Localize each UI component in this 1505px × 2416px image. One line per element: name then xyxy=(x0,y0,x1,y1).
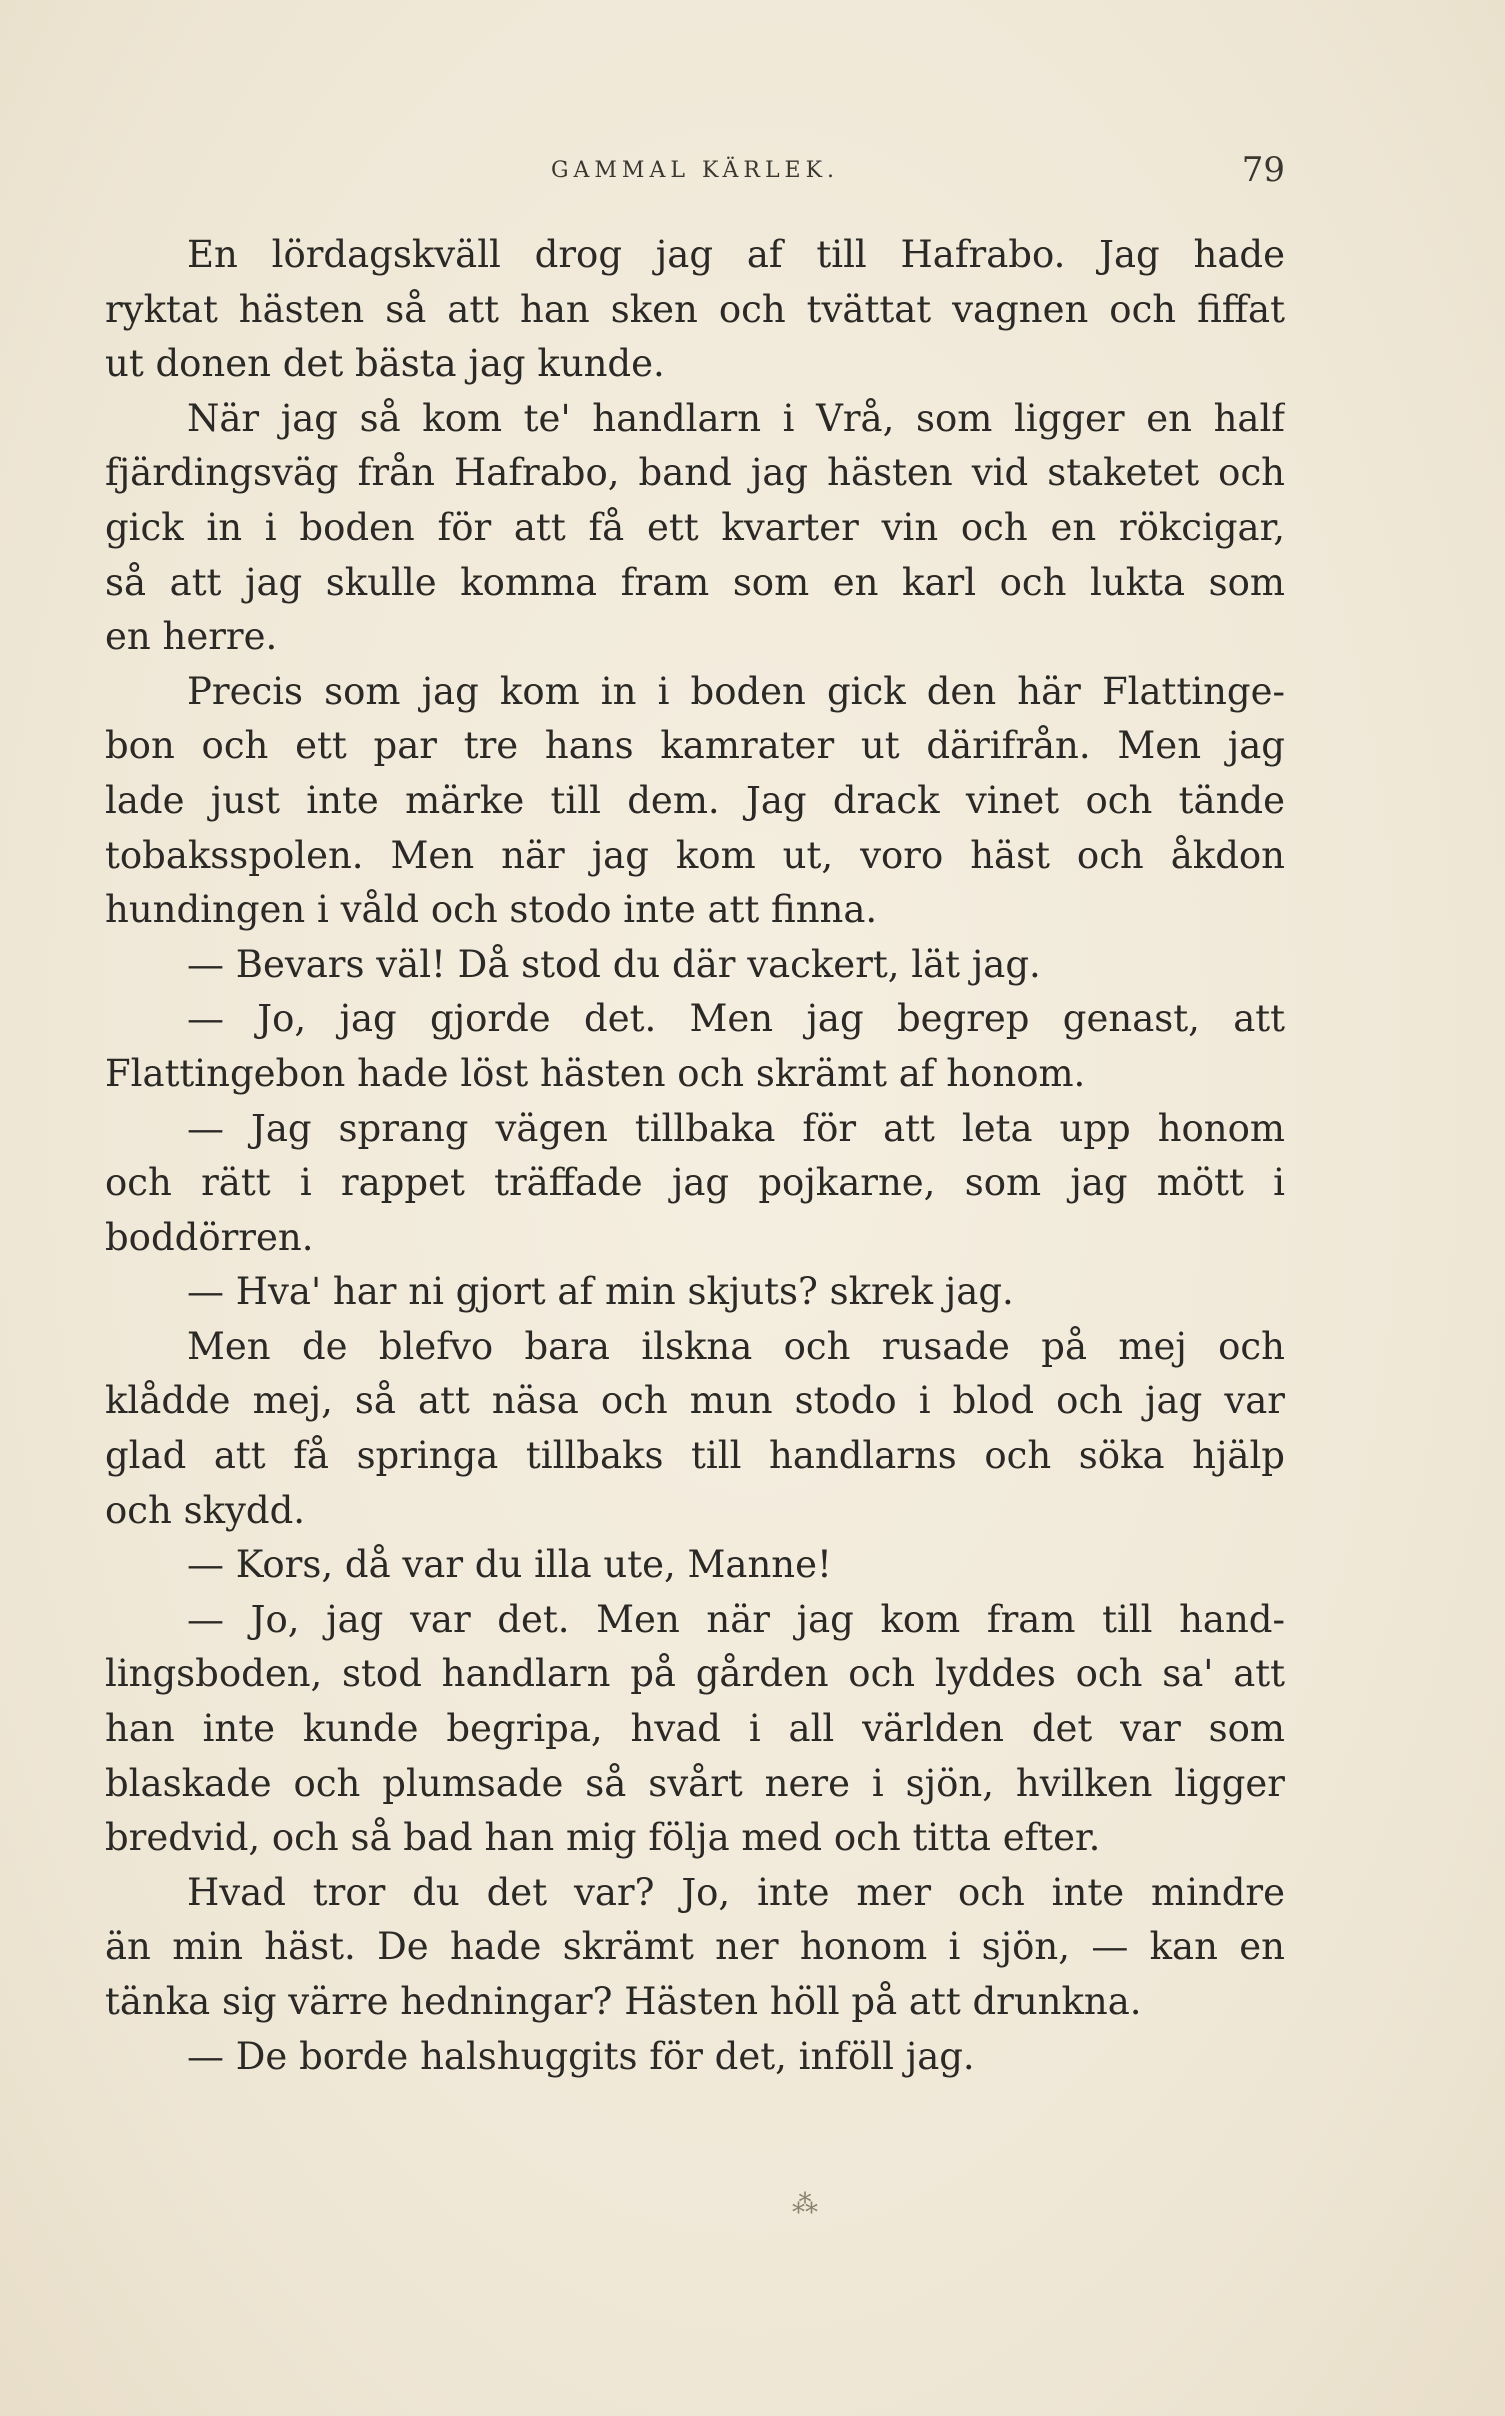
text-line: — Bevars väl! Då stod du där vackert, lät jag. xyxy=(187,942,1041,986)
text-line: glad att få springa tillbaks till handlarns och söka hjälp xyxy=(105,1434,1285,1478)
running-title: GAMMAL KÄRLEK. xyxy=(550,158,840,183)
text-line: — De borde halshuggits för det, inföll jag. xyxy=(187,2034,975,2078)
text-line: och skydd. xyxy=(105,1488,306,1532)
text-line: — Jo, jag var det. Men när jag kom fram till hand- xyxy=(187,1597,1285,1641)
page-header xyxy=(105,150,1285,200)
text-line: Precis som jag kom in i boden gick den här Flattinge- xyxy=(187,669,1285,713)
text-line: — Jag sprang vägen tillbaka för att leta upp honom xyxy=(187,1106,1285,1150)
text-line: så att jag skulle komma fram som en karl och lukta som xyxy=(105,560,1285,604)
text-line: Flattingebon hade löst hästen och skrämt af honom. xyxy=(105,1051,1086,1095)
text-line: bon och ett par tre hans kamrater ut därifrån. Men jag xyxy=(105,724,1285,768)
text-line: ryktat hästen så att han sken och tvättat vagnen och fiffat xyxy=(105,287,1285,331)
text-line: — Kors, då var du illa ute, Manne! xyxy=(187,1543,832,1587)
text-line: gick in i boden för att få ett kvarter vin och en rökcigar, xyxy=(105,505,1285,549)
text-line: och rätt i rappet träffade jag pojkarne, som jag mött i xyxy=(105,1161,1285,1205)
text-line: — Jo, jag gjorde det. Men jag begrep genast, att xyxy=(187,997,1285,1041)
text-line: han inte kunde begripa, hvad i all världen det var som xyxy=(105,1707,1285,1751)
text-line: boddörren. xyxy=(105,1215,314,1259)
text-line: Hvad tror du det var? Jo, inte mer och inte mindre xyxy=(187,1870,1285,1914)
text-line: En lördagskväll drog jag af till Hafrabo. Jag hade xyxy=(187,233,1285,276)
text-line: ut donen det bästa jag kunde. xyxy=(105,342,665,386)
text-line: blaskade och plumsade så svårt nere i sjön, hvilken ligger xyxy=(105,1761,1285,1805)
text-line: bredvid, och så bad han mig följa med och titta efter. xyxy=(105,1816,1101,1860)
text-body xyxy=(105,228,1285,2084)
text-line: tänka sig värre hedningar? Hästen höll på att drunkna. xyxy=(105,1980,1142,2023)
text-line: Men de blefvo bara ilskna och rusade på mej och xyxy=(187,1324,1285,1368)
text-line: När jag så kom te' handlarn i Vrå, som ligger en half xyxy=(187,396,1285,440)
text-line: lingsboden, stod handlarn på gården och lyddes och sa' att xyxy=(105,1652,1285,1696)
printer-ornament-icon: ⁂ xyxy=(792,2190,818,2220)
text-line: tobaksspolen. Men när jag kom ut, voro häst och åkdon xyxy=(105,833,1285,877)
text-line: fjärdingsväg från Hafrabo, band jag hästen vid staketet och xyxy=(105,451,1285,495)
text-line: — Hva' har ni gjort af min skjuts? skrek jag. xyxy=(187,1270,1014,1314)
page-number: 79 xyxy=(1241,150,1285,190)
text-line: klådde mej, så att näsa och mun stodo i blod och jag var xyxy=(105,1379,1285,1423)
text-line: lade just inte märke till dem. Jag drack vinet och tände xyxy=(105,778,1285,822)
text-line: hundingen i våld och stodo inte att finna. xyxy=(105,888,878,932)
text-line: en herre. xyxy=(105,615,278,659)
text-line: än min häst. De hade skrämt ner honom i sjön, — kan en xyxy=(105,1925,1285,1969)
